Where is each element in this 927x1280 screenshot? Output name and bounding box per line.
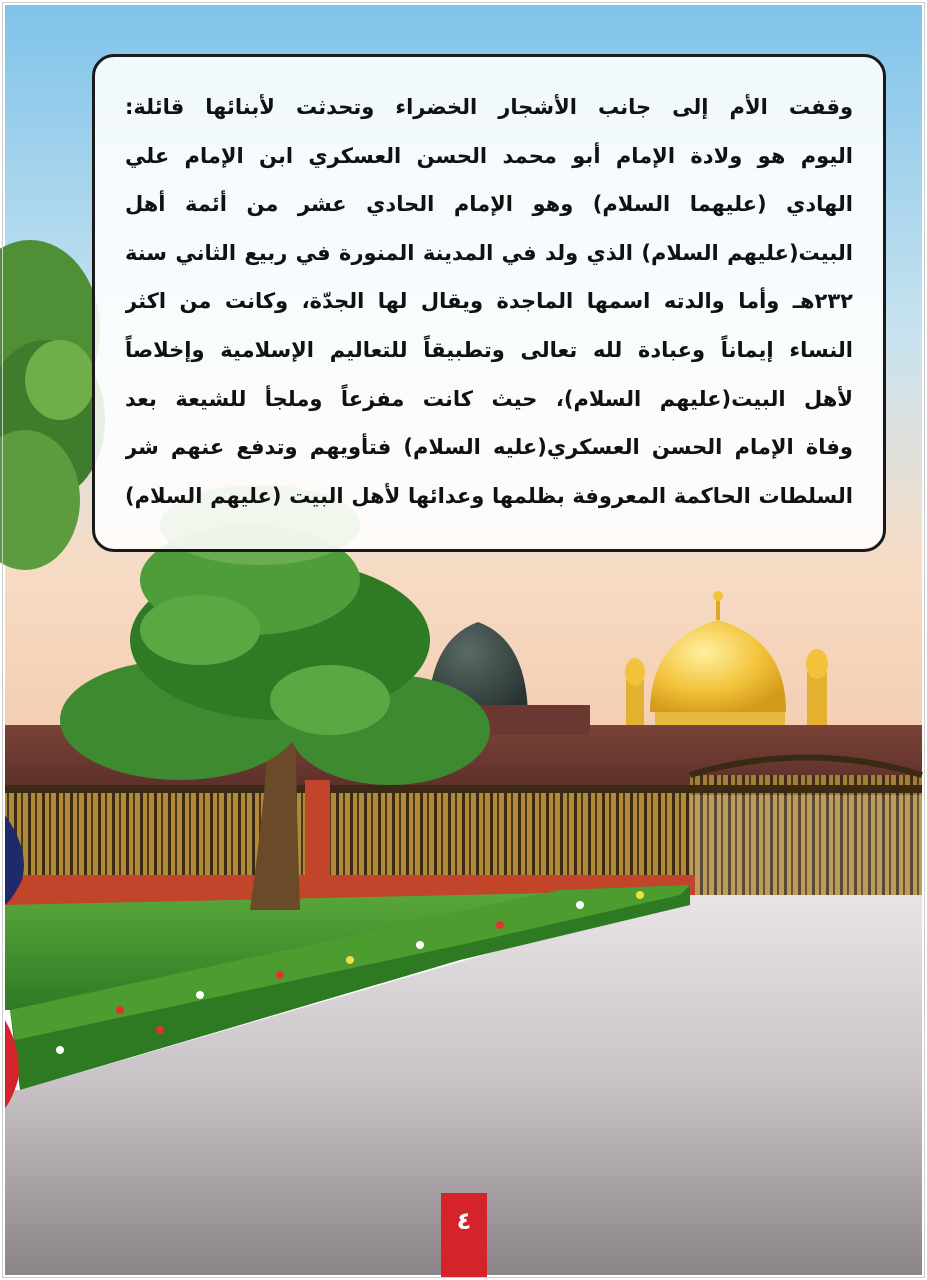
story-line-3: الهادي (عليهما السلام) وهو الإمام الحادي عشر من أئمة أهل	[125, 192, 853, 217]
story-line-6: النساء إيماناً وعبادة لله تعالى وتطبيقاً للتعاليم الإسلامية وإخلاصاً	[125, 337, 853, 362]
story-text-box	[92, 54, 886, 552]
story-line-5: ٢٣٢هـ وأما والدته اسمها الماجدة ويقال لها الجدّة، وكانت من اكثر	[125, 289, 853, 314]
story-line-9: السلطات الحاكمة المعروفة بظلمها وعدائها لأهل البيت (عليهم السلام)	[125, 483, 853, 508]
story-line-8: وفاة الإمام الحسن العسكري(عليه السلام) فتأويهم وتدفع عنهم شر	[125, 435, 853, 460]
story-line-1: وقفت الأم إلى جانب الأشجار الخضراء وتحدثت لأبنائها قائلة:	[125, 95, 853, 119]
story-line-4: البيت(عليهم السلام) الذي ولد في المدينة المنورة في ربيع الثاني سنة	[125, 240, 853, 265]
story-line-7: لأهل البيت(عليهم السلام)، حيث كانت مفزعاً وملجأ للشيعة بعد	[125, 386, 853, 411]
story-line-2: اليوم هو ولادة الإمام أبو محمد الحسن العسكري ابن الإمام علي	[125, 143, 853, 168]
page-number: ٤	[456, 1207, 472, 1235]
page-number-badge	[441, 1193, 487, 1277]
